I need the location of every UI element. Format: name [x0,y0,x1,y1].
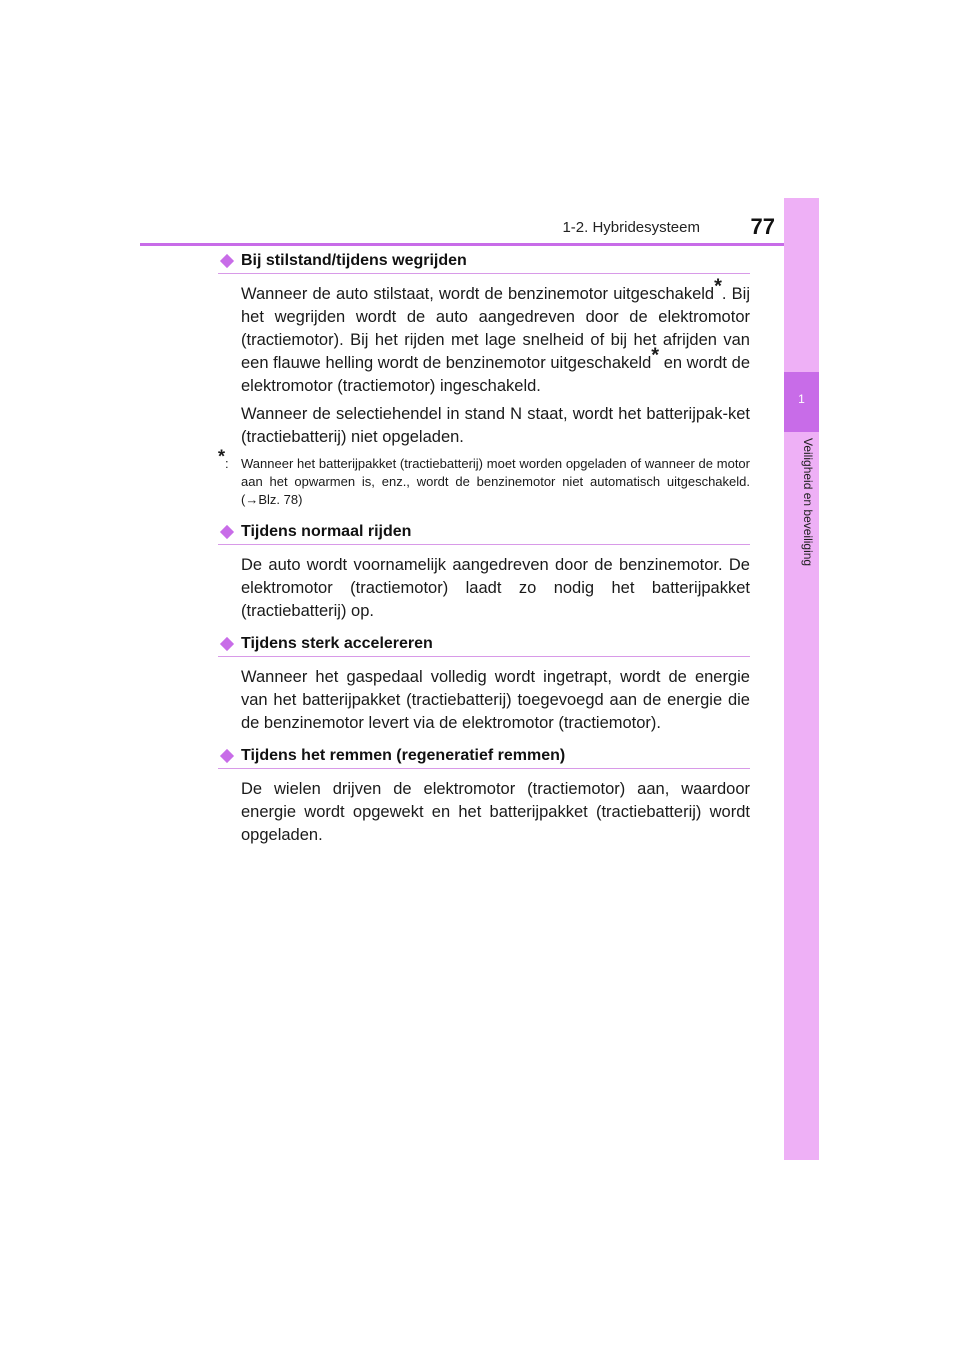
page-number: 77 [750,214,775,239]
side-tab [784,198,819,1160]
section-normal-driving [218,523,750,623]
diamond-icon [218,252,236,270]
diamond-icon [218,747,236,765]
paragraph: Wanneer de selectiehendel in stand N staat, wordt het batterijpak-ket (tractiebatterij) niet opgeladen. [241,405,750,446]
section-heading [218,747,750,769]
diamond-icon [218,523,236,541]
section-strong-acceleration [218,635,750,735]
footnote-star: * [218,446,226,467]
paragraph [241,275,750,398]
section-heading [218,523,750,545]
section-heading [218,252,750,274]
footnote-colon: : [225,456,229,471]
footnote-star: * [651,344,660,367]
heading-text: Tijdens het remmen (regeneratief remmen) [241,747,566,764]
page-content [218,252,750,859]
footnote-mark [218,446,241,509]
section-standstill [218,252,750,509]
heading-text: Bij stilstand/tijdens wegrijden [241,252,467,269]
section-braking [218,747,750,847]
paragraph: Wanneer het gaspedaal volledig wordt ingetrapt, wordt de energie van het batterijpakket (tractiebatterij) toegevoegd aan de energie die de benzinemotor levert via de elektromotor (tractiemotor). [241,668,750,732]
header-rule [140,243,819,246]
diamond-icon [218,635,236,653]
paragraph-part: . Bij het wegrijden wordt de auto aangedreven door de elektromotor (tractiemotor). Bij het rijden met lage snelheid of bij het afrijden van een flauwe helling wordt de benzinemotor uitgeschakeld [241,285,750,372]
paragraph-part: en wordt de elektromotor (tractiemotor) ingeschakeld. [241,354,750,395]
footnote-star: * [714,275,722,298]
side-tab-number: 1 [798,392,805,406]
paragraph-part: Wanneer de auto stilstaat, wordt de benzinemotor uitgeschakeld [241,285,715,303]
section-label: 1-2. Hybridesysteem [562,219,700,236]
paragraph: De wielen drijven de elektromotor (tractiemotor) aan, waardoor energie wordt opgewekt en het batterijpakket (tractiebatterij) wordt opgeladen. [241,780,750,844]
heading-text: Tijdens normaal rijden [241,523,412,540]
footnote [218,446,750,509]
footnote-text: Wanneer het batterijpakket (tractiebatterij) moet worden opgeladen of wanneer de motor aan het opwarmen is, enz., wordt de benzinemotor niet automatisch uitgeschakeld. (→Blz. 78) [241,456,750,507]
paragraph: De auto wordt voornamelijk aangedreven door de benzinemotor. De elektromotor (tractiemotor) laadt zo nodig het batterijpakket (tractiebatterij) op. [241,556,750,620]
section-heading [218,635,750,657]
side-tab-label: Veiligheid en beveiliging [801,438,815,567]
heading-text: Tijdens sterk accelereren [241,635,433,652]
